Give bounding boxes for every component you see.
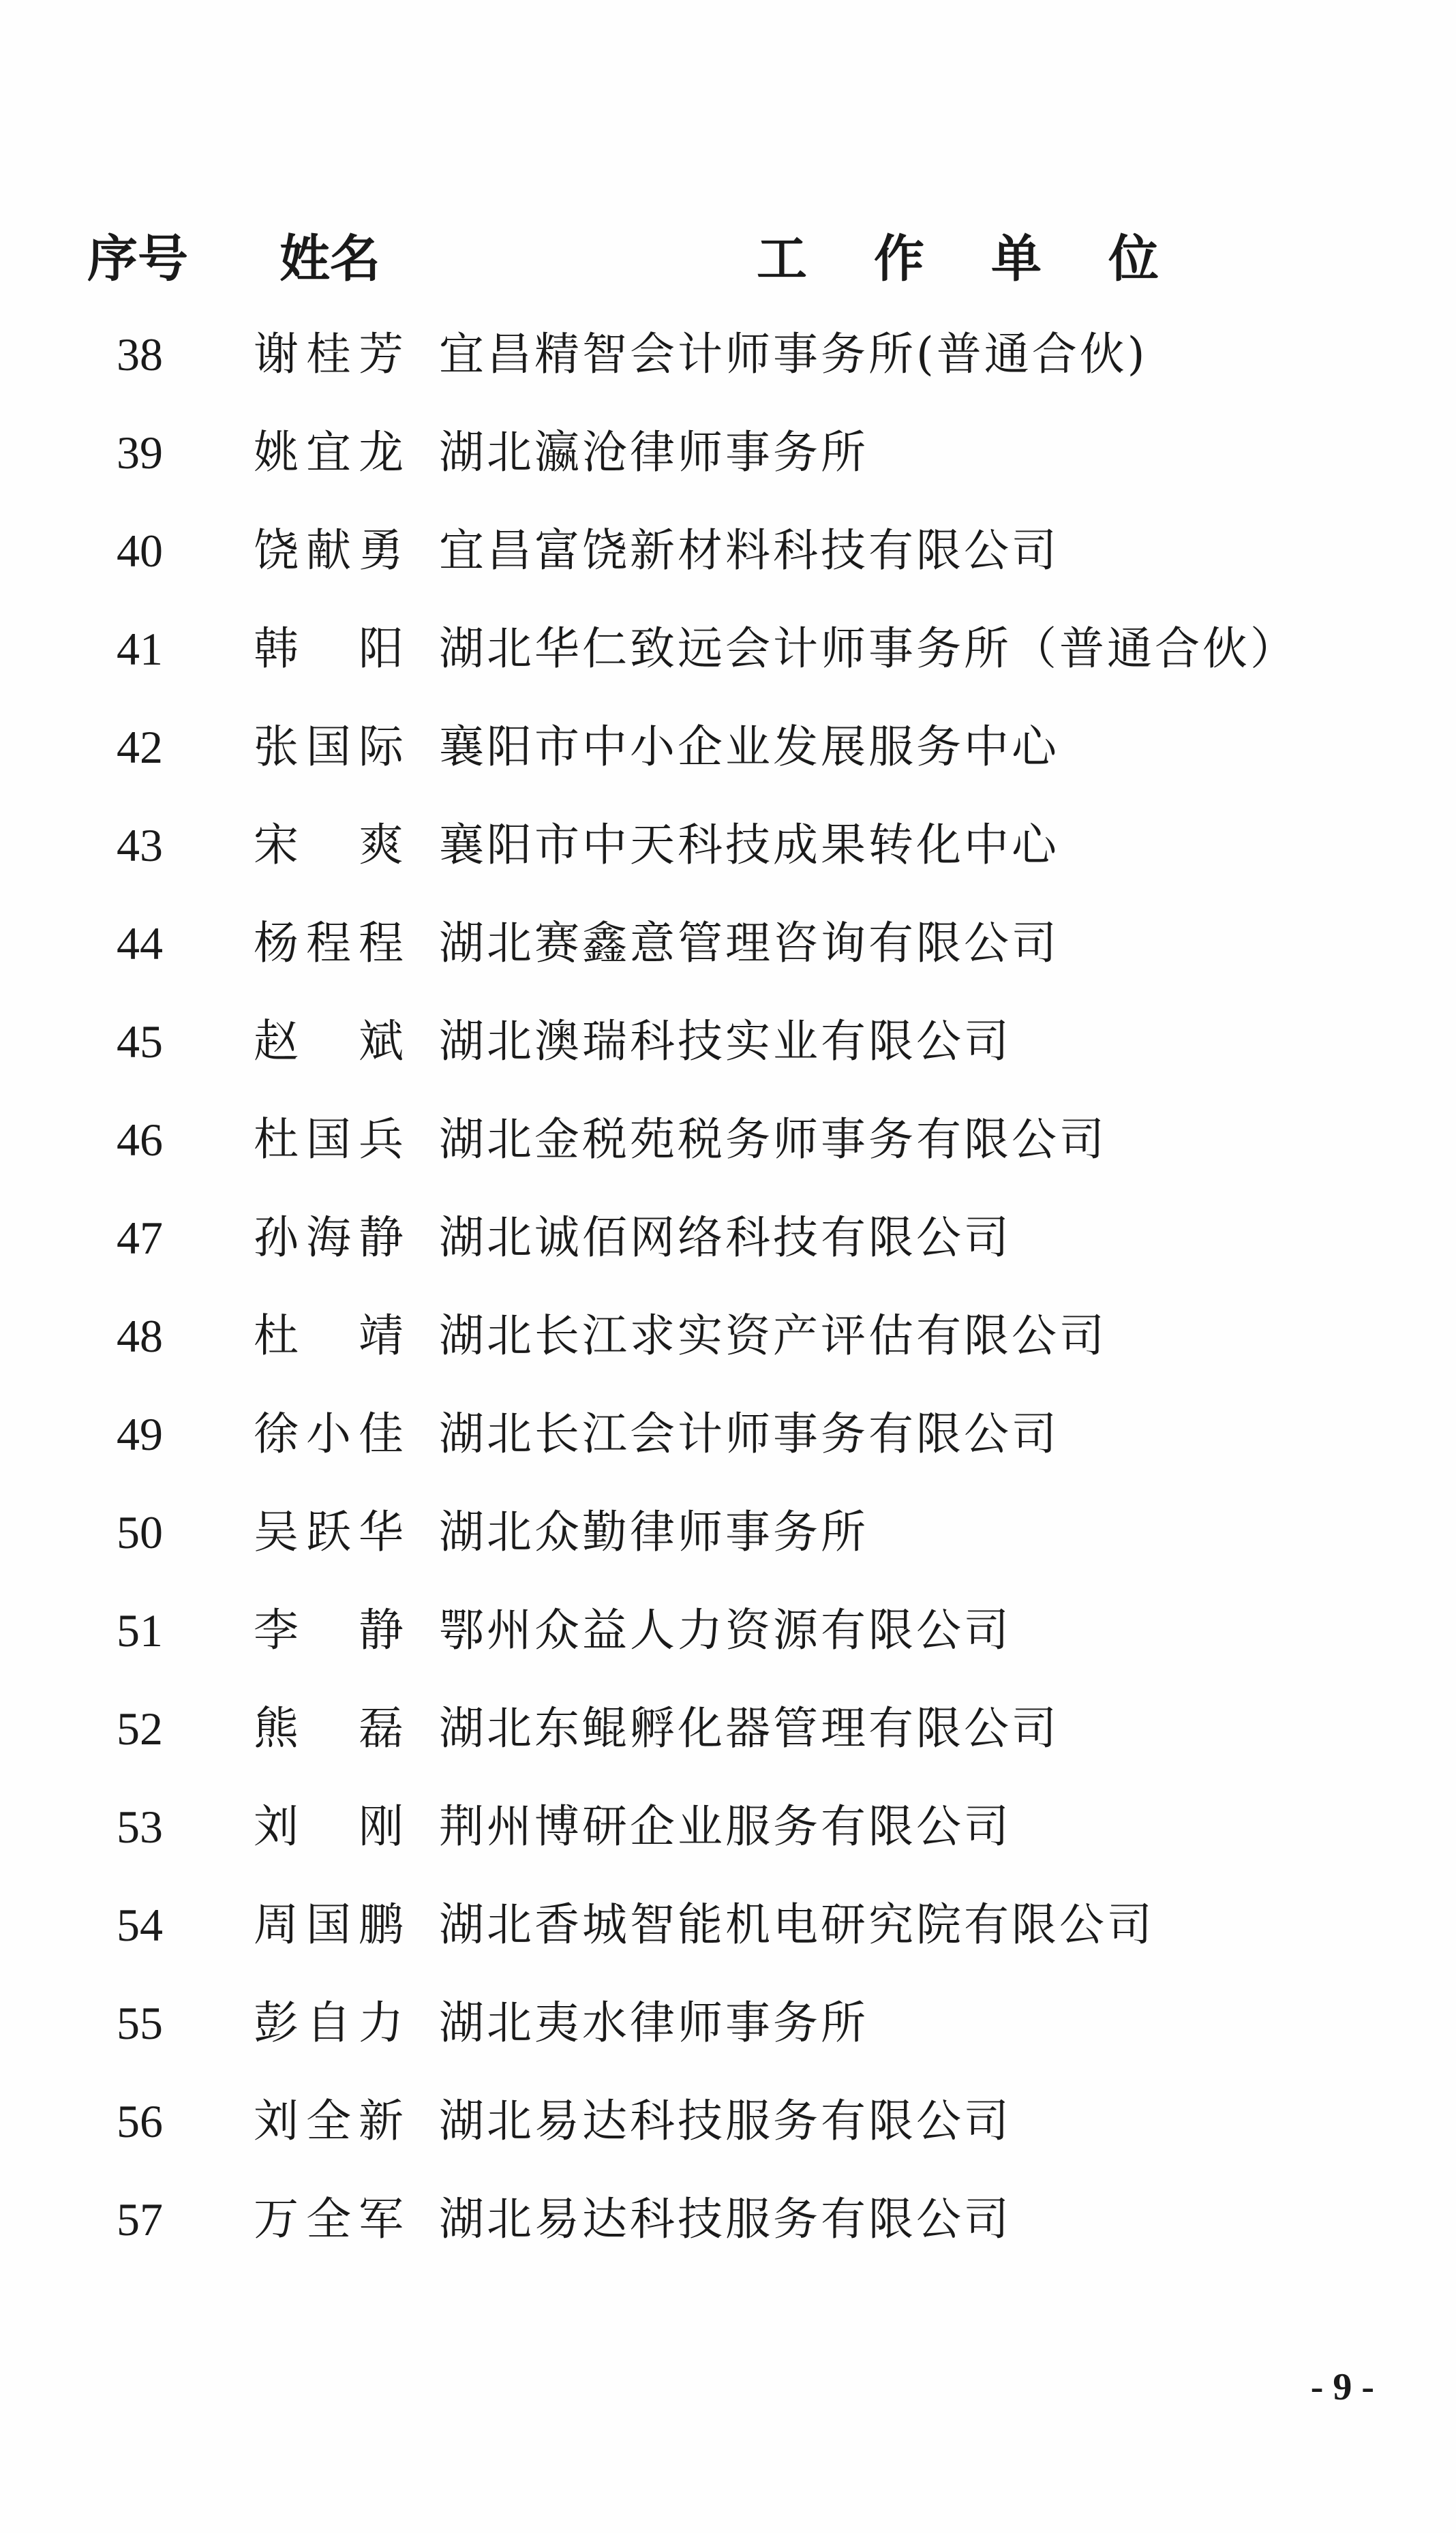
row-unit: 宜昌精智会计师事务所(普通合伙) xyxy=(439,328,1148,380)
table-row xyxy=(0,600,1456,698)
row-name: 杨程程 xyxy=(254,917,404,969)
table-row xyxy=(0,1974,1456,2072)
row-unit: 湖北华仁致远会计师事务所（普通合伙） xyxy=(439,622,1298,675)
table-row xyxy=(0,894,1456,992)
row-name: 饶献勇 xyxy=(254,524,404,577)
table-header xyxy=(0,218,1456,300)
row-unit: 湖北东鲲孵化器管理有限公司 xyxy=(439,1702,1059,1755)
table-row xyxy=(0,2170,1456,2269)
row-seq: 53 xyxy=(117,1801,163,1853)
table-row xyxy=(0,1778,1456,1876)
row-name: 韩 阳 xyxy=(254,622,404,675)
header-seq: 序号 xyxy=(87,230,188,288)
row-seq: 54 xyxy=(117,1899,163,1951)
row-unit: 襄阳市中天科技成果转化中心 xyxy=(439,819,1059,871)
table-row xyxy=(0,1385,1456,1483)
table-row xyxy=(0,305,1456,404)
table-row xyxy=(0,1287,1456,1385)
row-unit: 湖北长江会计师事务有限公司 xyxy=(439,1408,1059,1460)
row-unit: 湖北澳瑞科技实业有限公司 xyxy=(439,1015,1012,1067)
row-seq: 42 xyxy=(117,721,163,773)
row-seq: 43 xyxy=(117,819,163,871)
row-unit: 襄阳市中小企业发展服务中心 xyxy=(439,721,1059,773)
row-seq: 52 xyxy=(117,1703,163,1755)
row-seq: 50 xyxy=(117,1506,163,1558)
row-seq: 39 xyxy=(117,427,163,479)
row-name: 孙海静 xyxy=(254,1211,404,1264)
row-name: 彭自力 xyxy=(254,1997,404,2049)
table-row xyxy=(0,1483,1456,1581)
row-seq: 48 xyxy=(117,1310,163,1362)
row-unit: 鄂州众益人力资源有限公司 xyxy=(439,1604,1012,1656)
row-name: 万全军 xyxy=(254,2193,404,2245)
row-seq: 51 xyxy=(117,1605,163,1656)
row-unit: 湖北瀛沧律师事务所 xyxy=(439,426,868,479)
row-unit: 湖北易达科技服务有限公司 xyxy=(439,2193,1012,2245)
row-unit: 湖北金税苑税务师事务有限公司 xyxy=(439,1113,1107,1166)
row-name: 刘 刚 xyxy=(254,1800,404,1853)
row-name: 杜 靖 xyxy=(254,1309,404,1362)
row-name: 谢桂芳 xyxy=(254,328,404,380)
row-name: 宋 爽 xyxy=(254,819,404,871)
row-seq: 41 xyxy=(117,623,163,675)
table-row xyxy=(0,1680,1456,1778)
row-name: 李 静 xyxy=(254,1604,404,1656)
row-name: 杜国兵 xyxy=(254,1113,404,1166)
table-row xyxy=(0,1876,1456,1974)
row-unit: 湖北香城智能机电研究院有限公司 xyxy=(439,1898,1155,1951)
table-row xyxy=(0,992,1456,1091)
row-seq: 56 xyxy=(117,2095,163,2147)
row-unit: 宜昌富饶新材料科技有限公司 xyxy=(439,524,1059,577)
table-row xyxy=(0,1189,1456,1287)
row-name: 周国鹏 xyxy=(254,1898,404,1951)
table-row xyxy=(0,1581,1456,1680)
row-seq: 57 xyxy=(117,2194,163,2245)
page-number: - 9 - xyxy=(1310,2366,1374,2408)
header-name: 姓名 xyxy=(279,230,380,288)
row-name: 姚宜龙 xyxy=(254,426,404,479)
table-row xyxy=(0,404,1456,502)
row-seq: 46 xyxy=(117,1114,163,1166)
row-name: 张国际 xyxy=(254,721,404,773)
row-seq: 49 xyxy=(117,1408,163,1460)
row-seq: 47 xyxy=(117,1212,163,1264)
table-row xyxy=(0,502,1456,600)
row-name: 刘全新 xyxy=(254,2095,404,2147)
row-unit: 荆州博研企业服务有限公司 xyxy=(439,1800,1012,1853)
table-row xyxy=(0,796,1456,894)
row-name: 熊 磊 xyxy=(254,1702,404,1755)
row-unit: 湖北易达科技服务有限公司 xyxy=(439,2095,1012,2147)
table-body xyxy=(0,305,1456,2269)
table-row xyxy=(0,2072,1456,2170)
row-name: 徐小佳 xyxy=(254,1408,404,1460)
row-unit: 湖北众勤律师事务所 xyxy=(439,1506,868,1558)
row-seq: 55 xyxy=(117,1997,163,2049)
row-seq: 38 xyxy=(117,329,163,380)
row-unit: 湖北赛鑫意管理咨询有限公司 xyxy=(439,917,1059,969)
row-name: 吴跃华 xyxy=(254,1506,404,1558)
row-name: 赵 斌 xyxy=(254,1015,404,1067)
row-seq: 40 xyxy=(117,525,163,577)
row-seq: 44 xyxy=(117,917,163,969)
row-unit: 湖北长江求实资产评估有限公司 xyxy=(439,1309,1107,1362)
row-unit: 湖北诚佰网络科技有限公司 xyxy=(439,1211,1012,1264)
table-row xyxy=(0,698,1456,796)
row-seq: 45 xyxy=(117,1016,163,1067)
row-unit: 湖北夷水律师事务所 xyxy=(439,1997,868,2049)
table-row xyxy=(0,1091,1456,1189)
header-unit: 工作单位 xyxy=(757,230,1226,288)
